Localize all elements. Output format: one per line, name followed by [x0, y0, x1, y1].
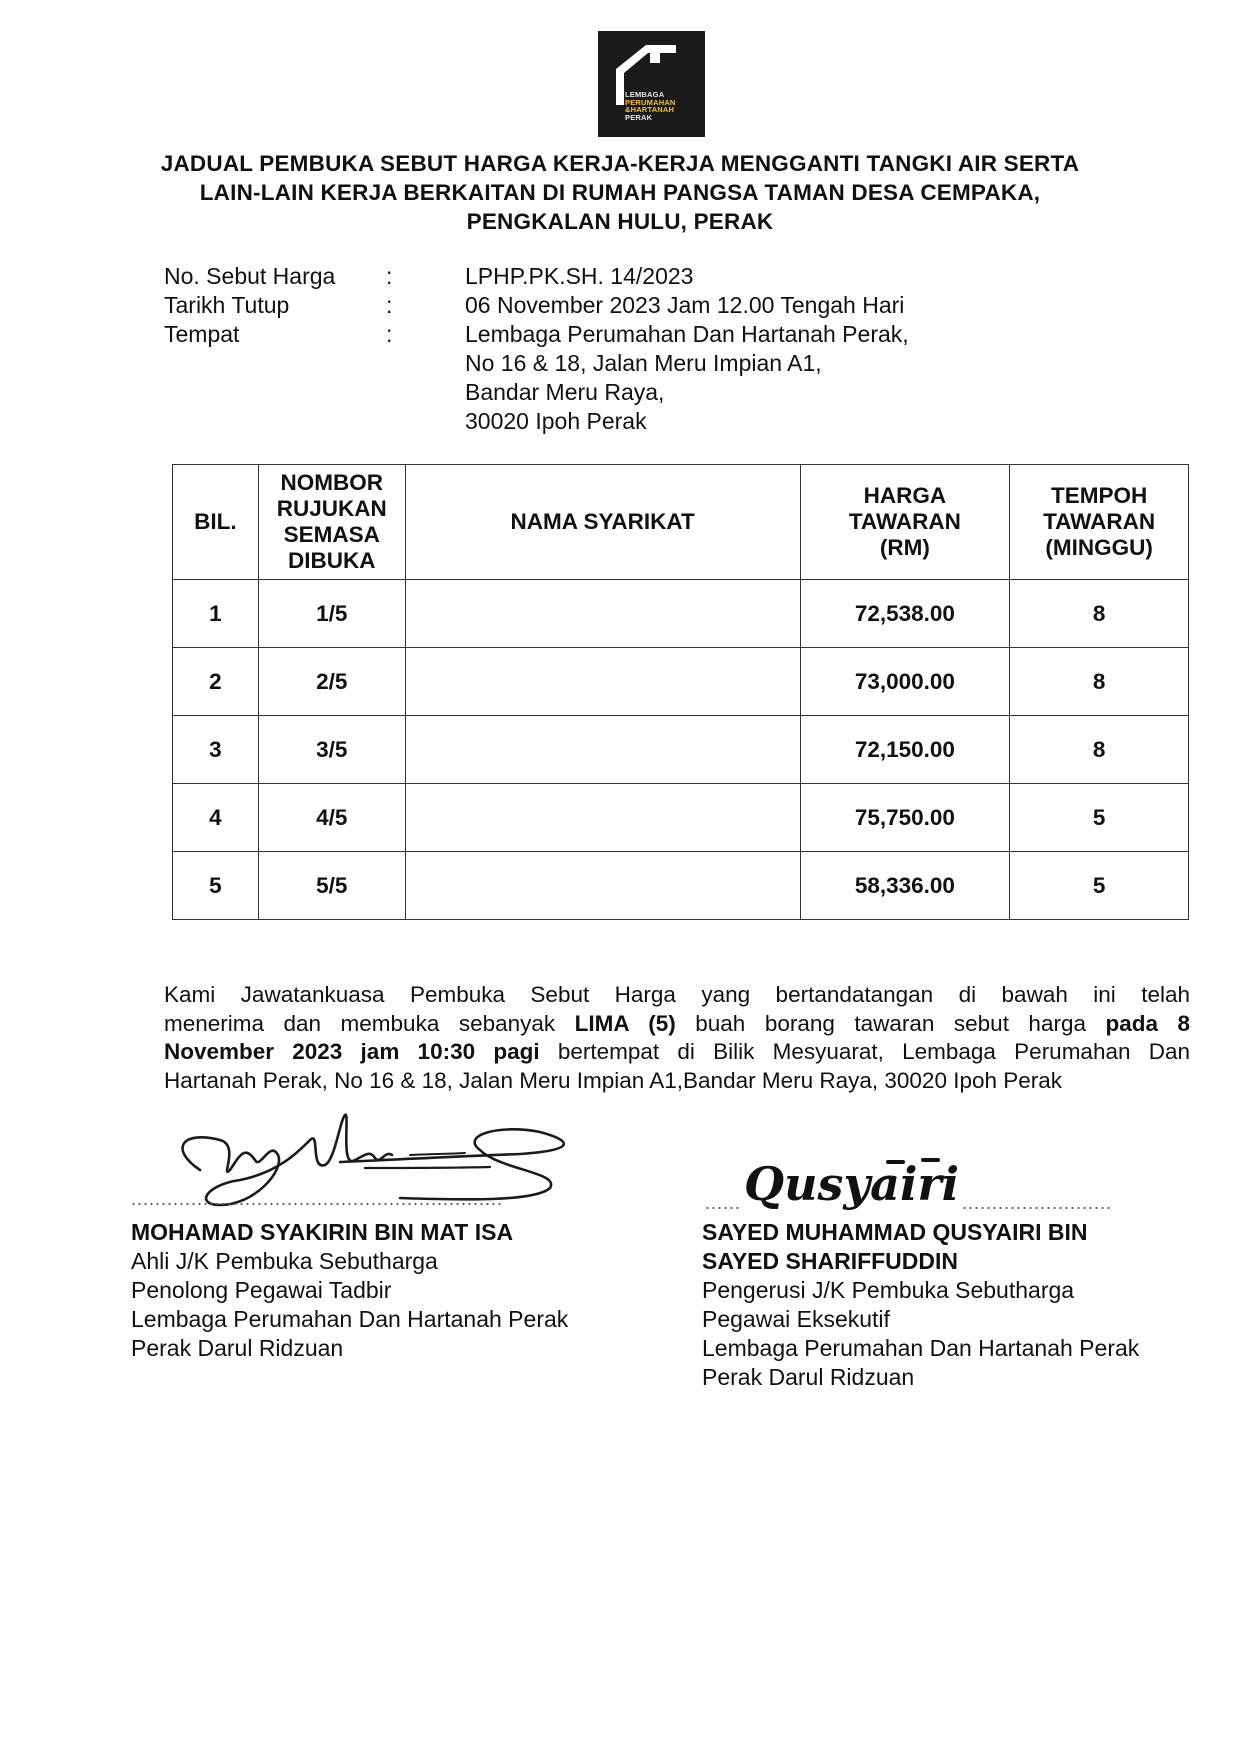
header-bil: BIL. [173, 465, 259, 580]
cell-tempoh: 8 [1010, 716, 1189, 784]
right-signatory-name-2: SAYED SHARIFFUDDIN [702, 1248, 959, 1274]
header-harga-line: TAWARAN [848, 509, 961, 534]
header-nombor-line: DIBUKA [288, 548, 376, 573]
header-nombor-line: NOMBOR [280, 470, 383, 495]
right-signatory-role2: Pegawai Eksekutif [702, 1306, 890, 1332]
right-signature-line-left: ...... [705, 1193, 742, 1213]
header-nama: NAMA SYARIKAT [405, 465, 800, 580]
cell-bil: 4 [173, 784, 259, 852]
header-tempoh-line: (MINGGU) [1045, 535, 1153, 560]
statement-line-1: Kami Jawatankuasa Pembuka Sebut Harga yang bertandatangan di bawah ini telah [164, 982, 1190, 1007]
statement-bold: November 2023 jam 10:30 pagi [164, 1039, 540, 1064]
cell-harga: 58,336.00 [800, 852, 1010, 920]
tarikh-label: Tarikh Tutup [164, 292, 290, 318]
document-title [140, 149, 1100, 236]
right-signature-line-right: ......................... [962, 1193, 1113, 1213]
no-label: No. Sebut Harga [164, 263, 336, 289]
header-harga-line: HARGA [863, 483, 947, 508]
header-tempoh-line: TEMPOH [1050, 483, 1148, 508]
left-signatory-name: MOHAMAD SYAKIRIN BIN MAT ISA [131, 1219, 514, 1245]
right-signature-script: Qusyairi [744, 1157, 960, 1210]
statement-line-4: Hartanah Perak, No 16 & 18, Jalan Meru Impian A1,Bandar Meru Raya, 30020 Ipoh Perak [164, 1067, 1063, 1093]
right-signatory-role1: Pengerusi J/K Pembuka Sebutharga [702, 1277, 1075, 1303]
cell-harga: 75,750.00 [800, 784, 1010, 852]
tempat-line-1: Lembaga Perumahan Dan Hartanah Perak, [465, 321, 909, 347]
left-signatory-state: Perak Darul Ridzuan [131, 1335, 344, 1361]
colon: : [386, 292, 393, 318]
table-row [173, 784, 1189, 852]
cell-rujukan: 3/5 [258, 716, 405, 784]
statement-text: buah borang tawaran sebut harga [675, 1010, 1106, 1036]
committee-statement [164, 981, 1190, 1095]
statement-bold: LIMA (5) [574, 1010, 676, 1036]
title-line-1: JADUAL PEMBUKA SEBUT HARGA KERJA-KERJA MENGGANTI TANGKI AIR SERTA [160, 151, 1080, 176]
logo-wordmark [625, 91, 676, 121]
right-signatory-org: Lembaga Perumahan Dan Hartanah Perak [702, 1335, 1140, 1361]
cell-harga: 73,000.00 [800, 648, 1010, 716]
no-value: LPHP.PK.SH. 14/2023 [465, 263, 694, 289]
statement-line-2 [164, 1010, 1190, 1039]
lphp-logo [598, 31, 705, 137]
cell-harga: 72,538.00 [800, 580, 1010, 648]
cell-bil: 2 [173, 648, 259, 716]
title-line-2: LAIN-LAIN KERJA BERKAITAN DI RUMAH PANGSA TAMAN DESA CEMPAKA, [199, 180, 1041, 205]
header-tempoh-line: TAWARAN [1043, 509, 1156, 534]
cell-tempoh: 8 [1010, 648, 1189, 716]
tempat-label: Tempat [164, 321, 240, 347]
bids-table [172, 464, 1189, 920]
table-row [173, 648, 1189, 716]
left-signatory-role2: Penolong Pegawai Tadbir [131, 1277, 392, 1303]
statement-text: menerima dan membuka sebanyak [164, 1010, 575, 1036]
cell-nama [405, 716, 800, 784]
logo-line-3: &HARTANAH [625, 105, 675, 114]
cell-harga: 72,150.00 [800, 716, 1010, 784]
header-nombor-line: SEMASA [283, 522, 380, 547]
left-signatory [131, 1218, 568, 1363]
cell-rujukan: 2/5 [258, 648, 405, 716]
header-nombor-line: RUJUKAN [276, 496, 387, 521]
right-signatory [702, 1218, 1139, 1392]
statement-bold: pada 8 [1105, 1010, 1190, 1036]
table-row [173, 580, 1189, 648]
cell-rujukan: 5/5 [258, 852, 405, 920]
left-signatory-org: Lembaga Perumahan Dan Hartanah Perak [131, 1306, 569, 1332]
header-tempoh [1010, 465, 1189, 580]
cell-bil: 1 [173, 580, 259, 648]
right-signatory-name-1: SAYED MUHAMMAD QUSYAIRI BIN [702, 1219, 1088, 1245]
colon: : [386, 321, 393, 347]
cell-tempoh: 8 [1010, 580, 1189, 648]
header-harga-line: (RM) [879, 535, 930, 560]
cell-tempoh: 5 [1010, 784, 1189, 852]
logo-line-4: PERAK [625, 112, 653, 122]
statement-text: bertempat di Bilik Mesyuarat, Lembaga Perumahan Dan [539, 1039, 1190, 1064]
tempat-line-4: 30020 Ipoh Perak [465, 408, 647, 434]
right-signature-image [738, 1150, 968, 1210]
cell-rujukan: 1/5 [258, 580, 405, 648]
statement-line-3 [164, 1038, 1190, 1067]
right-signatory-state: Perak Darul Ridzuan [702, 1364, 915, 1390]
left-signature-line: .............................................................. [131, 1189, 504, 1209]
logo-line-1: LEMBAGA [625, 90, 665, 99]
cell-nama [405, 784, 800, 852]
tarikh-value: 06 November 2023 Jam 12.00 Tengah Hari [465, 292, 905, 318]
cell-nama [405, 852, 800, 920]
cell-tempoh: 5 [1010, 852, 1189, 920]
cell-bil: 3 [173, 716, 259, 784]
cell-nama [405, 648, 800, 716]
colon: : [386, 263, 393, 289]
header-harga [800, 465, 1010, 580]
cell-rujukan: 4/5 [258, 784, 405, 852]
table-row [173, 716, 1189, 784]
logo-line-2: PERUMAHAN [625, 97, 676, 107]
left-signatory-role1: Ahli J/K Pembuka Sebutharga [131, 1248, 438, 1274]
table-header-row [173, 465, 1189, 580]
title-line-3: PENGKALAN HULU, PERAK [466, 209, 774, 234]
tempat-line-2: No 16 & 18, Jalan Meru Impian A1, [465, 350, 822, 376]
cell-bil: 5 [173, 852, 259, 920]
tempat-line-3: Bandar Meru Raya, [465, 379, 665, 405]
cell-nama [405, 580, 800, 648]
header-nombor [258, 465, 405, 580]
table-row [173, 852, 1189, 920]
